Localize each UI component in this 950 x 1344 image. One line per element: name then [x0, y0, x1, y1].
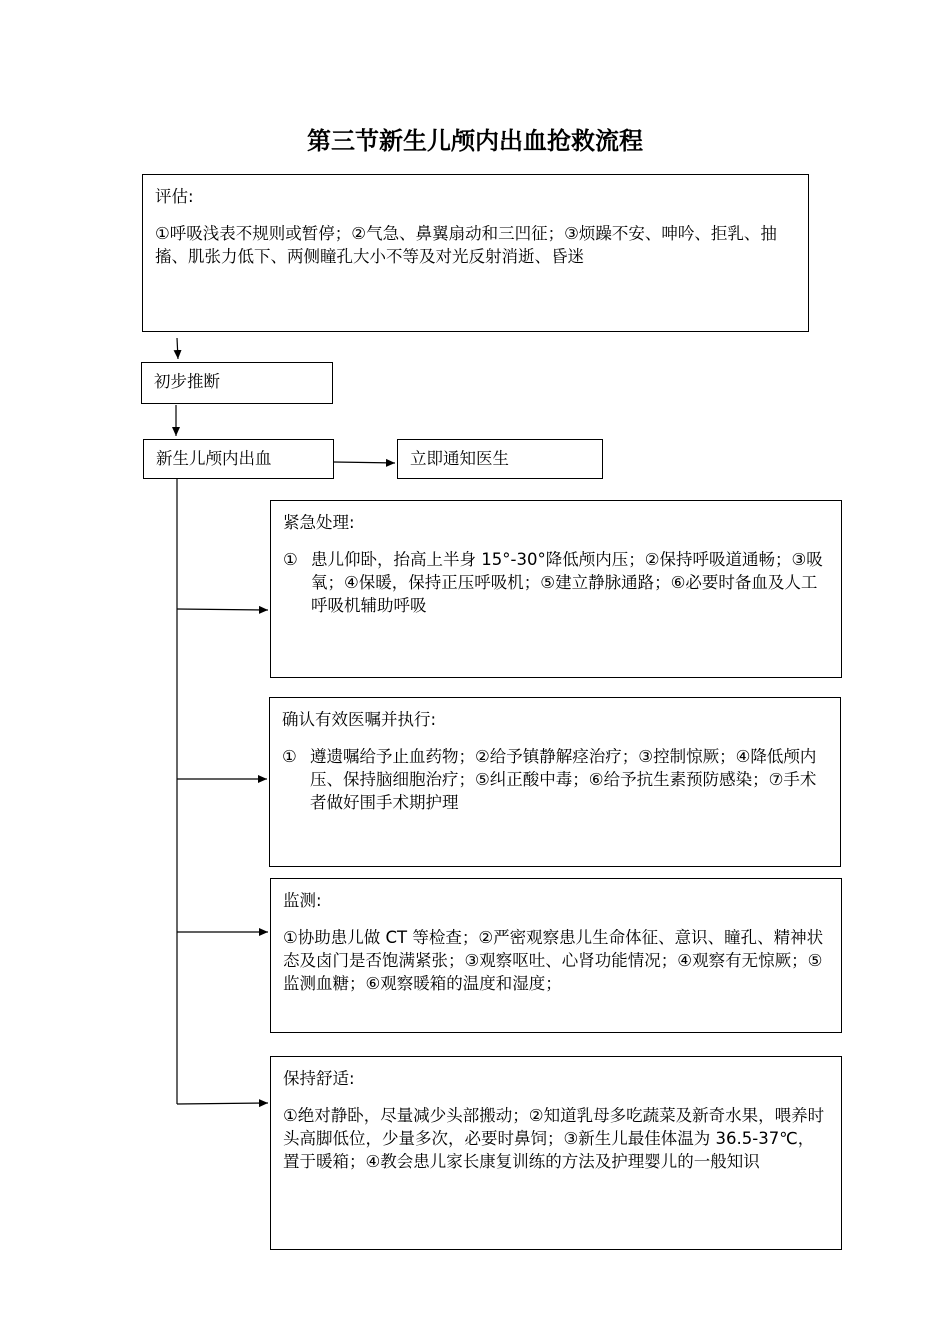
emergency-content [283, 548, 829, 617]
arrow-to-comfort [177, 1103, 268, 1104]
diagnosis-label: 新生儿颅内出血 [156, 449, 272, 468]
emergency-box [270, 500, 842, 678]
monitoring-text: ①协助患儿做 CT 等检查；②严密观察患儿生命体征、意识、瞳孔、精神状态及卤门是否饱满紧张；③观察呕吐、心肾功能情况；④观察有无惊厥；⑤监测血糖；⑥观察暖箱的温度和湿度； [283, 928, 824, 993]
comfort-text: ①绝对静卧，尽量减少头部搬动；②知道乳母多吃蔬菜及新奇水果，喂养时头高脚低位，少量多次，必要时鼻饲；③新生儿最佳体温为 36.5-37℃，置于暖箱；④教会患儿家长康复训练的方法及护理婴儿的一般知识 [283, 1106, 825, 1171]
diagnosis-box [143, 439, 334, 479]
monitoring-label: 监测: [283, 891, 322, 910]
comfort-label: 保持舒适: [283, 1069, 355, 1088]
emergency-text: 患儿仰卧，抬高上半身 15°-30°降低颅内压；②保持呼吸道通畅；③吸氧；④保暖，保持正压呼吸机；⑤建立静脉通路；⑥必要时备血及人工呼吸机辅助呼吸 [311, 550, 823, 615]
orders-box [269, 697, 841, 867]
assessment-label: 评估: [155, 187, 194, 206]
monitoring-box [270, 878, 842, 1033]
preliminary-label: 初步推断 [154, 372, 220, 391]
assessment-text: ①呼吸浅表不规则或暂停；②气急、鼻翼扇动和三凹征；③烦躁不安、呻吟、拒乳、抽搐、肌张力低下、两侧瞳孔大小不等及对光反射消逝、昏迷 [155, 224, 777, 266]
orders-text: 遵遗嘱给予止血药物；②给予镇静解痉治疗；③控制惊厥；④降低颅内压、保持脑细胞治疗；⑤纠正酸中毒；⑥给予抗生素预防感染；⑦手术者做好围手术期护理 [310, 747, 817, 812]
notify-doctor-box [397, 439, 603, 479]
orders-content [282, 745, 828, 814]
arrow-to-emergency [177, 609, 268, 610]
arrow-assessment-to-preliminary [177, 338, 178, 359]
arrow-diagnosis-to-notify [334, 462, 395, 463]
notify-doctor-label: 立即通知医生 [410, 449, 509, 468]
preliminary-box [141, 362, 333, 404]
page-title: 第三节新生儿颅内出血抢救流程 [307, 127, 643, 155]
assessment-box [142, 174, 809, 332]
emergency-label: 紧急处理: [283, 513, 355, 532]
emergency-number: ① [283, 550, 298, 569]
orders-number: ① [282, 747, 297, 766]
orders-label: 确认有效医嘱并执行: [282, 710, 437, 729]
comfort-box [270, 1056, 842, 1250]
